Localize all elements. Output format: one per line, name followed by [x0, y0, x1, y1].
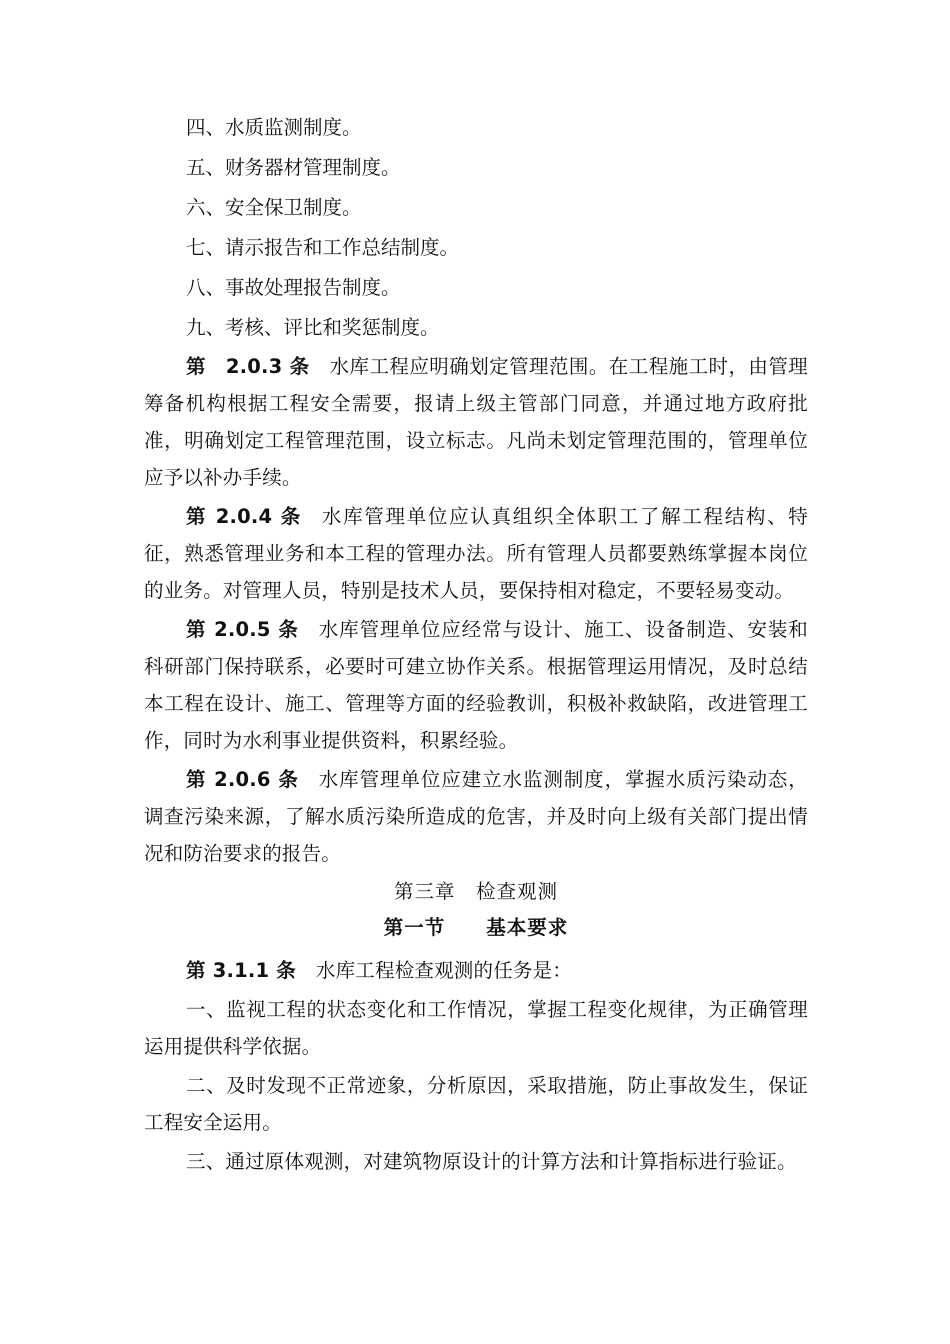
- article-2-0-6: [144, 761, 808, 872]
- list-item: 九、考核、评比和奖惩制度。: [186, 316, 440, 339]
- list-item: 五、财务器材管理制度。: [186, 156, 401, 179]
- article-text: 水库工程应明确划定管理范围。在工程施工时，由管理筹备机构根据工程安全需要，报请上级主管部门同意，并通过地方政府批准，明确划定工程管理范围，设立标志。凡尚未划定管理范围的，管理单位应予以补办手续。: [144, 355, 808, 489]
- list-item: 八、事故处理报告制度。: [186, 276, 401, 299]
- article-text: 水库管理单位应建立水监测制度，掌握水质污染动态，调查污染来源，了解水质污染所造成的危害，并及时向上级有关部门提出情况和防治要求的报告。: [144, 768, 808, 865]
- document-page: [144, 108, 808, 1182]
- list-item: 四、水质监测制度。: [186, 116, 362, 139]
- article-2-0-5: [144, 611, 808, 759]
- article-2-0-4: [144, 498, 808, 609]
- chapter-title: 第三章 检查观测: [393, 880, 558, 903]
- article-text: 水库工程检查观测的任务是：: [315, 959, 573, 982]
- article-text: 水库管理单位应认真组织全体职工了解工程结构、特征，熟悉管理业务和本工程的管理办法。所有管理人员都要熟练掌握本岗位的业务。对管理人员，特别是技术人员，要保持相对稳定，不要轻易变动。: [144, 505, 808, 602]
- article-text: 水库管理单位应经常与设计、施工、设备制造、安装和科研部门保持联系，必要时可建立协作关系。根据管理运用情况，及时总结本工程在设计、施工、管理等方面的经验教训，积极补救缺陷，改进管理工作，同时为水利事业提供资料，积累经验。: [144, 618, 808, 752]
- article-number: 第 3.1.1 条: [186, 959, 296, 982]
- article-number: 第 2.0.5 条: [186, 618, 299, 641]
- article-2-0-3: [144, 348, 808, 496]
- list-item: 六、安全保卫制度。: [186, 196, 362, 219]
- task-item: 二、及时发现不正常迹象，分析原因，采取措施，防止事故发生，保证工程安全运用。: [144, 1074, 808, 1134]
- task-item: 一、监视工程的状态变化和工作情况，掌握工程变化规律，为正确管理运用提供科学依据。: [144, 998, 808, 1058]
- section-title: 第一节 基本要求: [383, 916, 569, 939]
- task-item: 三、通过原体观测，对建筑物原设计的计算方法和计算指标进行验证。: [186, 1150, 797, 1173]
- list-item: 七、请示报告和工作总结制度。: [186, 236, 460, 259]
- article-number: 第 2.0.6 条: [186, 768, 299, 791]
- management-system-list: [144, 108, 808, 348]
- article-3-1-1: [144, 952, 808, 989]
- article-number: 第 2.0.4 条: [186, 505, 302, 528]
- article-number: 第 2.0.3 条: [186, 355, 310, 378]
